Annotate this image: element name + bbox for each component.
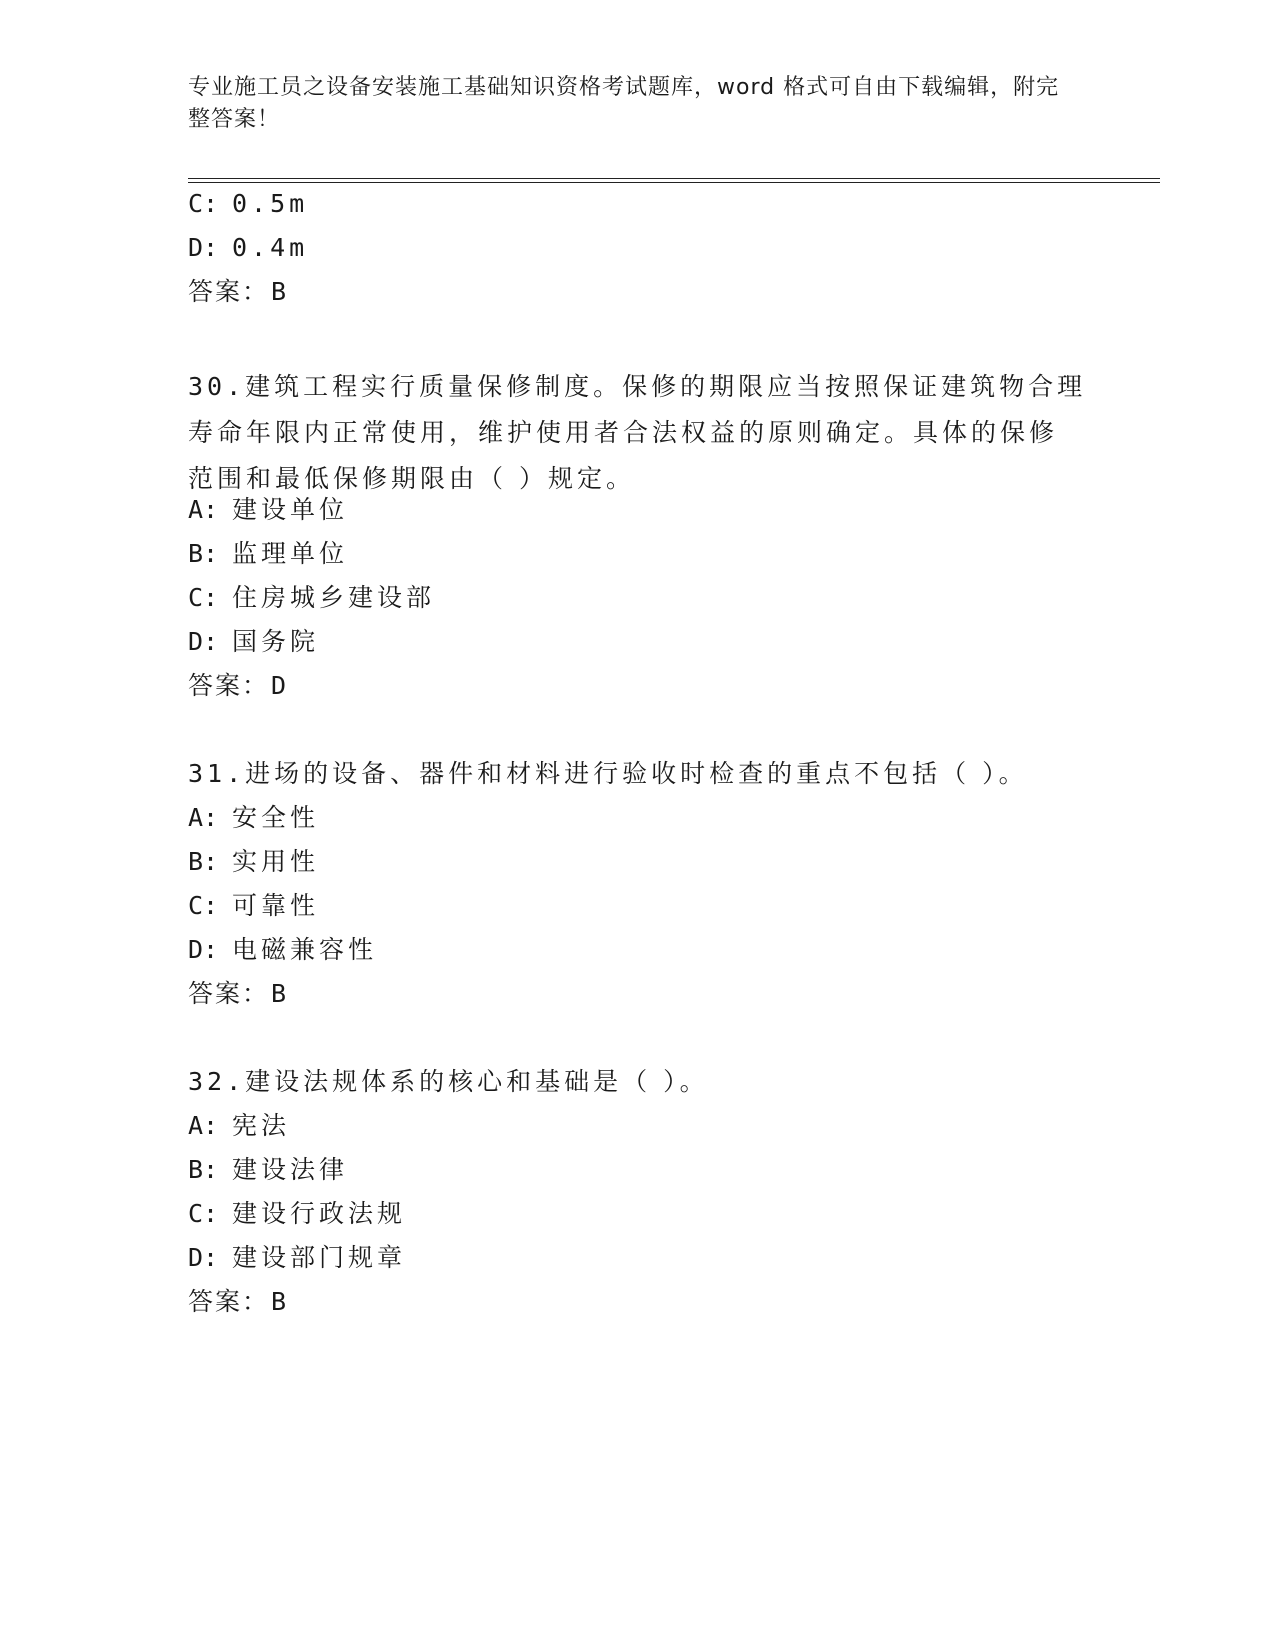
option-text: 监理单位 <box>232 539 349 568</box>
question-30-stem <box>188 364 1088 502</box>
option-label: C: <box>188 1199 219 1228</box>
q30-answer <box>188 670 286 702</box>
option-label: D: <box>188 627 219 656</box>
q31-option-b <box>188 846 319 878</box>
option-d-prev <box>188 232 308 264</box>
q30-option-d <box>188 626 319 658</box>
stem-line-1: 建筑工程实行质量保修制度。保修的期限应当按照保证建筑物合理 <box>245 372 1087 401</box>
option-text: 建设行政法规 <box>232 1199 407 1228</box>
answer-prefix: 答案： <box>188 277 270 306</box>
option-label: C: <box>188 189 219 218</box>
option-label: A: <box>188 1111 219 1140</box>
option-text: 实用性 <box>232 847 320 876</box>
answer-prefix: 答案： <box>188 671 270 700</box>
question-number: 30. <box>188 372 246 401</box>
page-header: 专业施工员之设备安装施工基础知识资格考试题库，word 格式可自由下载编辑，附完整答案！ <box>188 75 1060 132</box>
q31-option-c <box>188 890 319 922</box>
answer-value: B <box>271 1287 287 1316</box>
option-label: B: <box>188 847 219 876</box>
option-label: D: <box>188 233 219 262</box>
stem-line-2: 寿命年限内正常使用，维护使用者合法权益的原则确定。具体的保修 <box>188 418 1059 447</box>
stem-line-1: 进场的设备、器件和材料进行验收时检查的重点不包括（ ）。 <box>245 759 1028 788</box>
option-text: 国务院 <box>232 627 320 656</box>
answer-prefix: 答案： <box>188 1287 270 1316</box>
q31-option-d <box>188 934 377 966</box>
answer-prefix: 答案： <box>188 979 270 1008</box>
q32-option-c <box>188 1198 406 1230</box>
stem-line-1: 建设法规体系的核心和基础是（ ）。 <box>245 1067 709 1096</box>
q30-option-c <box>188 582 435 614</box>
option-c-prev <box>188 188 308 220</box>
option-text: 0.5m <box>232 189 309 218</box>
option-label: D: <box>188 935 219 964</box>
option-text: 建设法律 <box>232 1155 349 1184</box>
q32-option-a <box>188 1110 290 1142</box>
q32-answer <box>188 1286 286 1318</box>
answer-prev <box>188 276 286 308</box>
option-text: 宪法 <box>232 1111 291 1140</box>
option-label: B: <box>188 539 219 568</box>
answer-value: B <box>271 277 287 306</box>
q30-option-a <box>188 494 348 526</box>
q31-option-a <box>188 802 319 834</box>
answer-value: B <box>271 979 287 1008</box>
option-text: 电磁兼容性 <box>232 935 378 964</box>
option-text: 0.4m <box>232 233 309 262</box>
question-number: 31. <box>188 759 246 788</box>
option-text: 住房城乡建设部 <box>232 583 436 612</box>
option-text: 可靠性 <box>232 891 320 920</box>
question-31-stem <box>188 758 1028 790</box>
option-label: C: <box>188 583 219 612</box>
question-number: 32. <box>188 1067 246 1096</box>
header-divider <box>188 178 1160 183</box>
question-32-stem <box>188 1066 709 1098</box>
q30-option-b <box>188 538 348 570</box>
option-label: C: <box>188 891 219 920</box>
option-label: A: <box>188 803 219 832</box>
option-text: 安全性 <box>232 803 320 832</box>
stem-line-3: 范围和最低保修期限由（ ）规定。 <box>188 464 635 493</box>
q32-option-b <box>188 1154 348 1186</box>
q32-option-d <box>188 1242 406 1274</box>
option-text: 建设部门规章 <box>232 1243 407 1272</box>
option-label: D: <box>188 1243 219 1272</box>
option-label: B: <box>188 1155 219 1184</box>
option-text: 建设单位 <box>232 495 349 524</box>
option-label: A: <box>188 495 219 524</box>
answer-value: D <box>271 671 287 700</box>
q31-answer <box>188 978 286 1010</box>
